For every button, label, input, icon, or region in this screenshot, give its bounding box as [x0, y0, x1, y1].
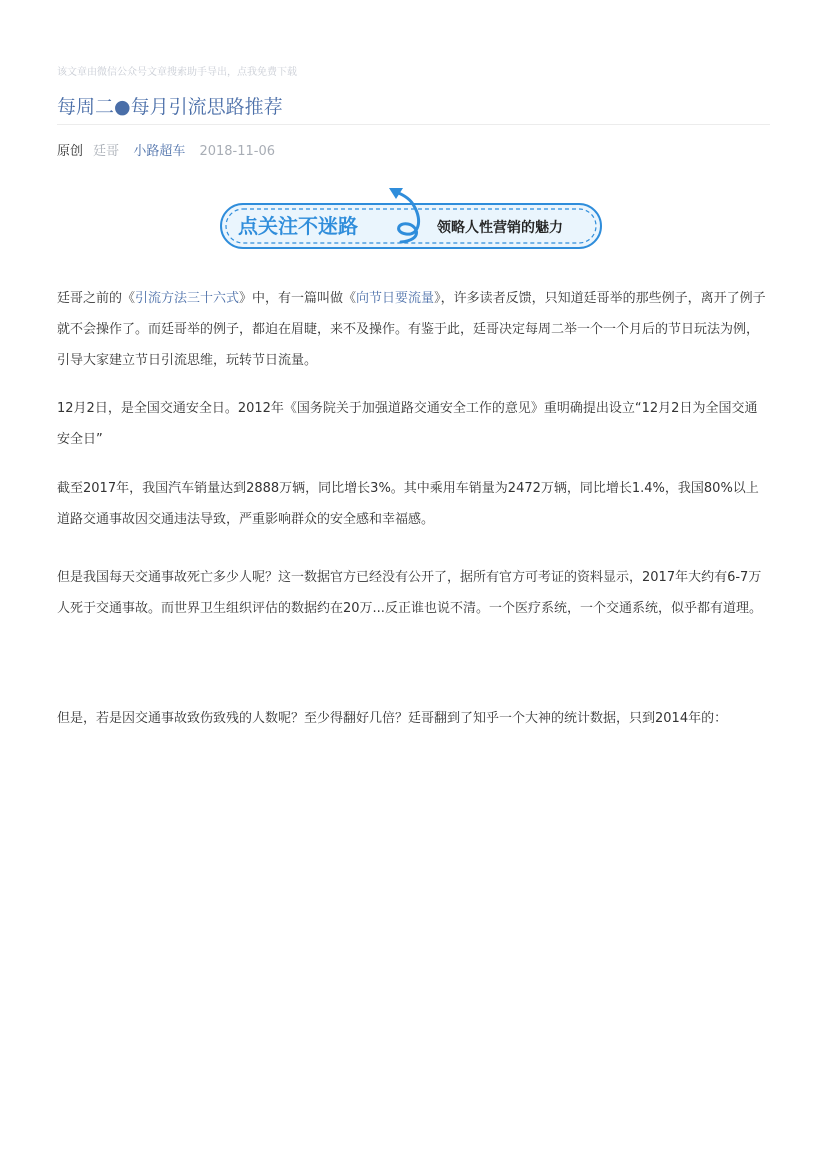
title-divider — [57, 124, 770, 125]
original-label: 原创 — [57, 144, 84, 159]
publish-date: 2018-11-06 — [199, 144, 276, 159]
article-meta — [57, 140, 275, 159]
paragraph-4: 但是我国每天交通事故死亡多少人呢？这一数据官方已经没有公开了，据所有官方可考证的资料显示，2017年大约有6-7万人死于交通事故。而世界卫生组织评估的数据约在20万...反正谁也说不清。一个医疗系统，一个交通系统，似乎都有道理。 — [57, 570, 762, 616]
author-name: 廷哥 — [93, 144, 120, 159]
link-yinliu-fangfa[interactable]: 引流方法三十六式 — [135, 291, 240, 306]
export-notice-link[interactable]: 该文章由微信公众号文章搜索助手导出，点我免费下载 — [57, 67, 297, 78]
paragraph-5: 但是，若是因交通事故致伤致残的人数呢？至少得翻好几倍？廷哥翻到了知乎一个大神的统计数据，只到2014年的： — [57, 711, 728, 726]
article-title: 每周二●每月引流思路推荐 — [57, 96, 283, 118]
banner-right-text: 领略人性营销的魅力 — [437, 220, 563, 236]
paragraph-2: 12月2日，是全国交通安全日。2012年《国务院关于加强道路交通安全工作的意见》重明确提出设立“12月2日为全国交通安全日” — [57, 401, 758, 447]
follow-banner — [218, 186, 604, 252]
banner-left-text: 点关注不迷路 — [238, 214, 358, 238]
account-name-link[interactable]: 小路超车 — [133, 144, 186, 159]
paragraph-1 — [57, 283, 770, 376]
paragraph-1-part-a: 廷哥之前的《 — [57, 291, 136, 306]
paragraph-3: 截至2017年，我国汽车销量达到2888万辆，同比增长3%。其中乘用车销量为2472万辆，同比增长1.4%，我国80%以上道路交通事故因交通违法导致，严重影响群众的安全感和幸福感。 — [57, 481, 759, 527]
link-jieri-liuliang[interactable]: 向节日要流量 — [356, 291, 435, 306]
paragraph-1-part-b: 》中，有一篇叫做《 — [239, 291, 357, 306]
follow-banner-graphic — [218, 186, 604, 252]
paragraph-1-part-c: 》，许多读者反馈，只知道廷哥举的那些例子，离开了例子就不会操作了。而廷哥举的例子，都迫在眉睫，来不及操作。有鉴于此，廷哥决定每周二举一个一个月后的节日玩法为例，引导大家建立节日引流思维，玩转节日流量。 — [57, 291, 766, 368]
